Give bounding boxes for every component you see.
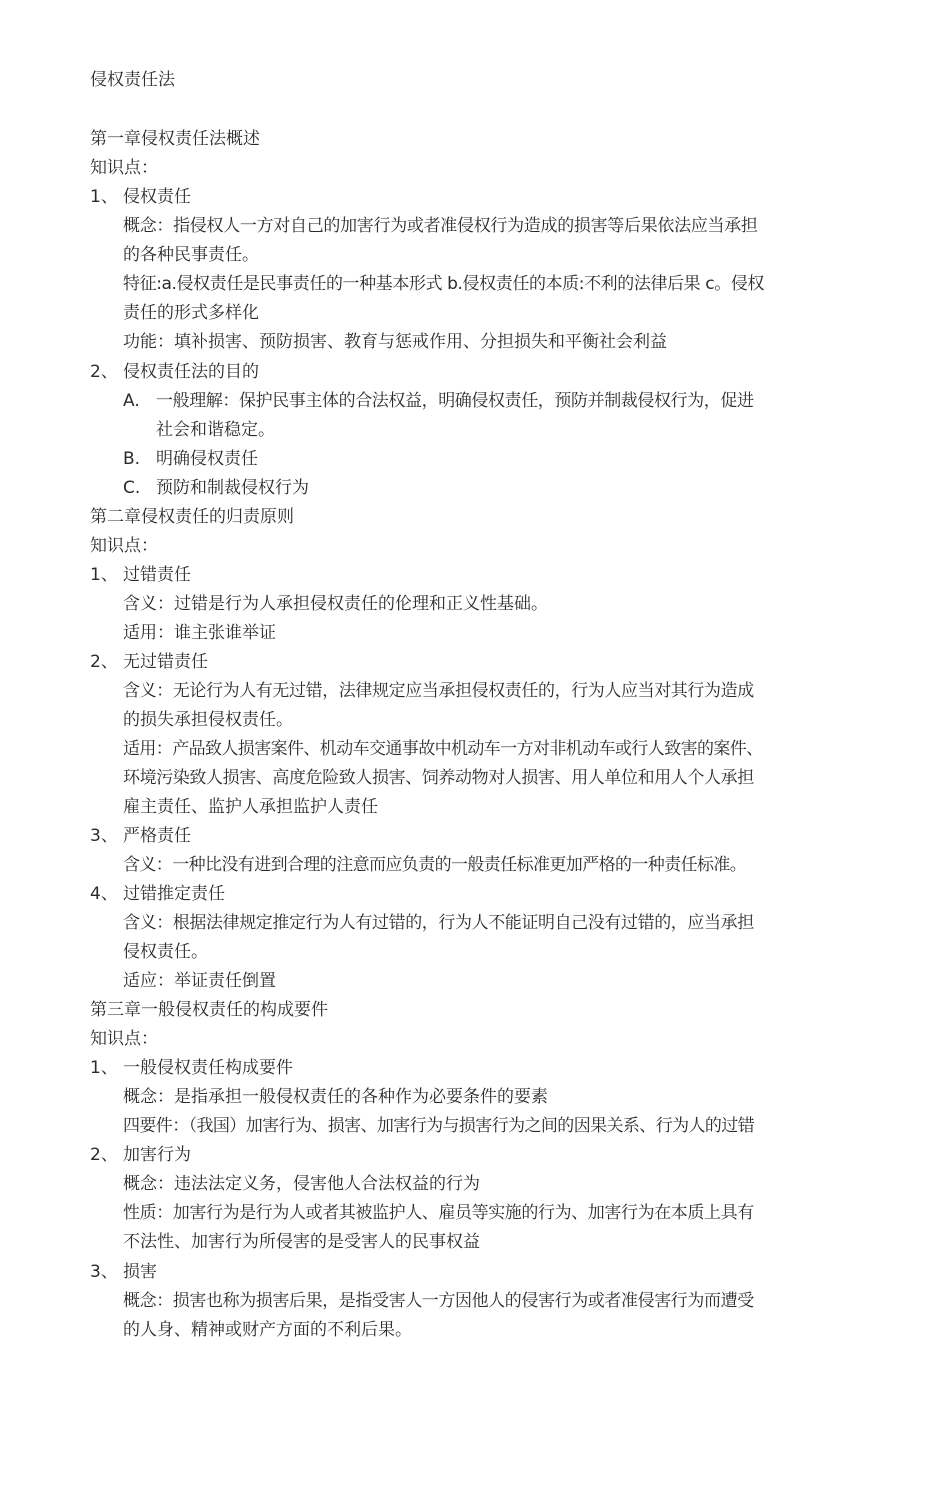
- item-text: 的人身、精神或财产方面的不利后果。: [123, 1320, 412, 1340]
- chapter-1-knowledge-points: 知识点：: [90, 158, 158, 178]
- list-number: 1、: [90, 1058, 118, 1078]
- item-text: 的各种民事责任。: [123, 245, 259, 265]
- item-text: 适用：产品致人损害案件、机动车交通事故中机动车一方对非机动车或行人致害的案件、: [123, 739, 763, 759]
- sub-item-label: A.: [123, 391, 140, 411]
- item-text: 环境污染致人损害、高度危险致人损害、饲养动物对人损害、用人单位和用人个人承担: [123, 768, 754, 788]
- chapter-1-heading: 第一章侵权责任法概述: [90, 129, 260, 149]
- item-title: 侵权责任: [123, 187, 191, 207]
- item-text: 含义：一种比没有进到合理的注意而应负责的一般责任标准更加严格的一种责任标准。: [123, 855, 747, 875]
- item-text: 含义：无论行为人有无过错，法律规定应当承担侵权责任的，行为人应当对其行为造成: [123, 681, 754, 701]
- list-number: 3、: [90, 826, 118, 846]
- list-number: 1、: [90, 187, 118, 207]
- chapter-2-heading: 第二章侵权责任的归责原则: [90, 507, 294, 527]
- item-text: 适用：谁主张谁举证: [123, 623, 276, 643]
- item-text: 概念：损害也称为损害后果，是指受害人一方因他人的侵害行为或者准侵害行为而遭受: [123, 1291, 754, 1311]
- item-text: 性质：加害行为是行为人或者其被监护人、雇员等实施的行为、加害行为在本质上具有: [123, 1203, 754, 1223]
- sub-item-text: 预防和制裁侵权行为: [156, 478, 309, 498]
- sub-item-text: 社会和谐稳定。: [156, 420, 275, 440]
- list-number: 3、: [90, 1262, 118, 1282]
- item-title: 无过错责任: [123, 652, 208, 672]
- item-title: 过错责任: [123, 565, 191, 585]
- item-text: 侵权责任。: [123, 942, 208, 962]
- item-text: 责任的形式多样化: [123, 303, 259, 323]
- item-text: 适应：举证责任倒置: [123, 971, 276, 991]
- item-text: 概念：违法法定义务，侵害他人合法权益的行为: [123, 1174, 480, 1194]
- chapter-2-knowledge-points: 知识点：: [90, 536, 158, 556]
- list-number: 2、: [90, 1145, 118, 1165]
- list-number: 2、: [90, 362, 118, 382]
- item-text: 含义：过错是行为人承担侵权责任的伦理和正义性基础。: [123, 594, 548, 614]
- item-title: 一般侵权责任构成要件: [123, 1058, 293, 1078]
- item-text: 四要件：（我国）加害行为、损害、加害行为与损害行为之间的因果关系、行为人的过错: [123, 1116, 755, 1136]
- item-title: 损害: [123, 1262, 157, 1282]
- item-title: 加害行为: [123, 1145, 191, 1165]
- chapter-3-heading: 第三章一般侵权责任的构成要件: [90, 1000, 328, 1020]
- sub-item-label: B.: [123, 449, 141, 469]
- item-title: 过错推定责任: [123, 884, 225, 904]
- item-title: 严格责任: [123, 826, 191, 846]
- item-text: 雇主责任、监护人承担监护人责任: [123, 797, 378, 817]
- sub-item-label: C.: [123, 478, 141, 498]
- item-text: 含义：根据法律规定推定行为人有过错的，行为人不能证明自己没有过错的，应当承担: [123, 913, 754, 933]
- sub-item-text: 明确侵权责任: [156, 449, 258, 469]
- list-number: 4、: [90, 884, 118, 904]
- chapter-3-knowledge-points: 知识点：: [90, 1029, 158, 1049]
- item-text: 概念：指侵权人一方对自己的加害行为或者准侵权行为造成的损害等后果依法应当承担: [123, 216, 758, 236]
- item-title: 侵权责任法的目的: [123, 362, 259, 382]
- item-text: 概念：是指承担一般侵权责任的各种作为必要条件的要素: [123, 1087, 548, 1107]
- sub-item-text: 一般理解：保护民事主体的合法权益，明确侵权责任，预防并制裁侵权行为，促进: [156, 391, 754, 411]
- item-text: 的损失承担侵权责任。: [123, 710, 293, 730]
- item-text: 功能：填补损害、预防损害、教育与惩戒作用、分担损失和平衡社会利益: [123, 332, 667, 352]
- list-number: 2、: [90, 652, 118, 672]
- item-text: 特征:a.侵权责任是民事责任的一种基本形式 b.侵权责任的本质:不利的法律后果 c。侵权: [123, 274, 765, 294]
- document-title: 侵权责任法: [90, 70, 175, 90]
- list-number: 1、: [90, 565, 118, 585]
- item-text: 不法性、加害行为所侵害的是受害人的民事权益: [123, 1232, 480, 1252]
